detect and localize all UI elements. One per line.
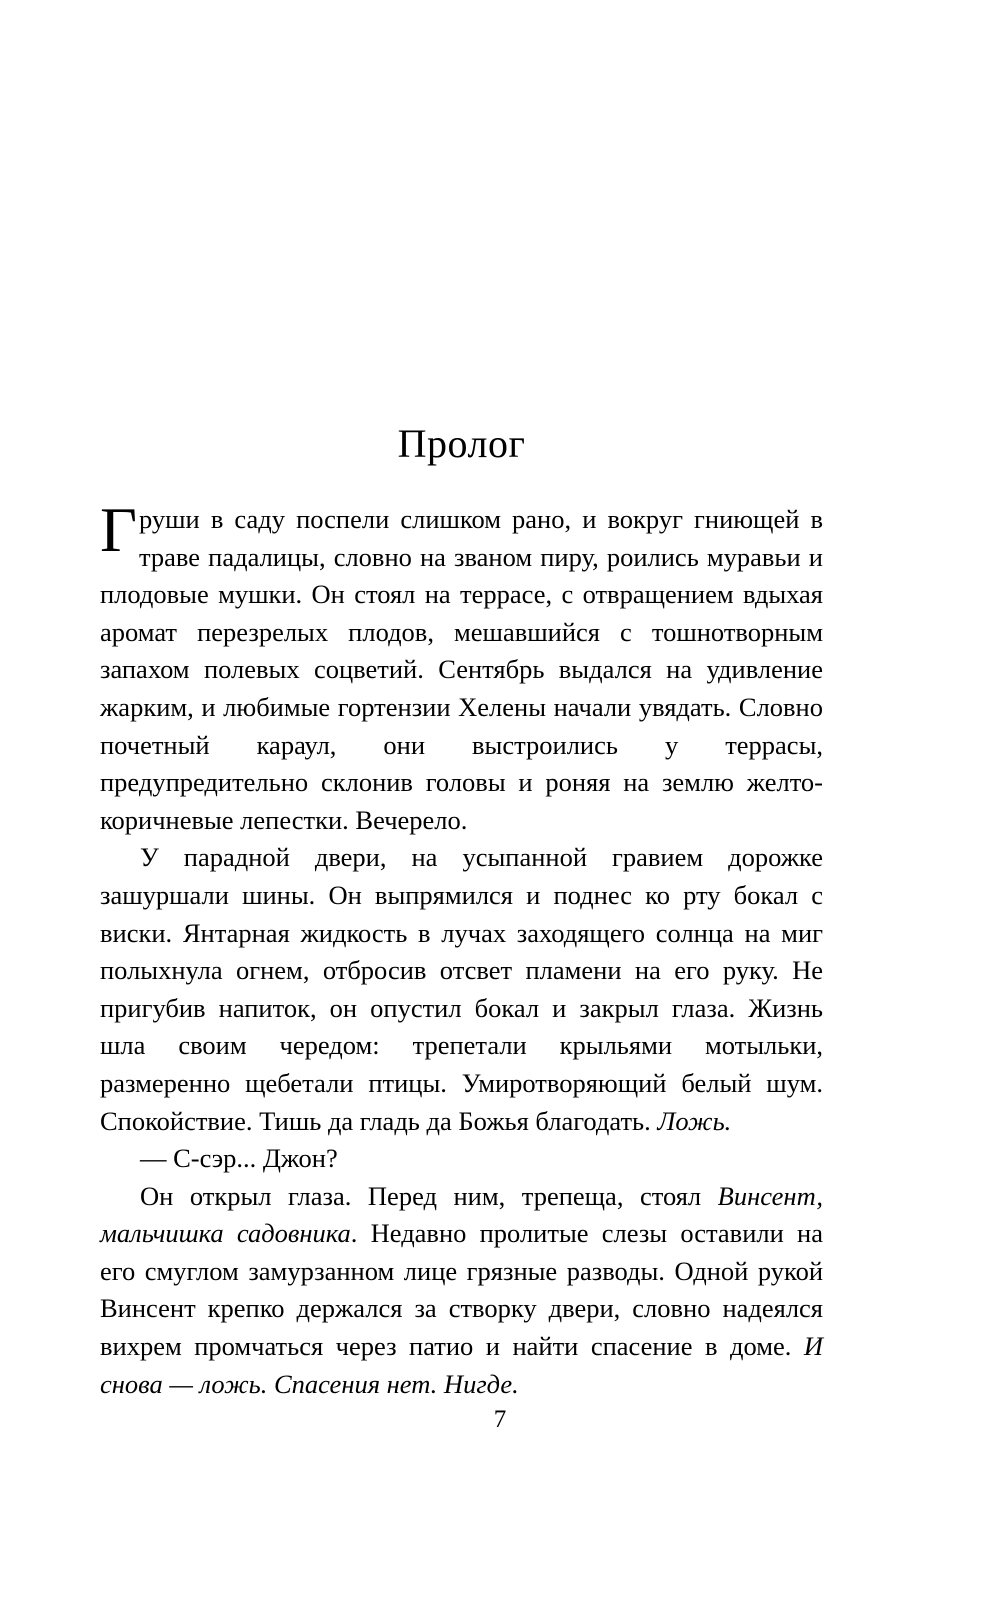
drop-cap: Г [100, 494, 137, 565]
emphasis-text: И снова — ложь. Спасения нет. Нигде. [100, 1331, 823, 1399]
paragraph-text: Он открыл глаза. Перед ним, трепеща, стоял [140, 1180, 718, 1211]
page-content [100, 0, 823, 1403]
paragraph-body [100, 839, 823, 1140]
emphasis-text: Ложь. [657, 1105, 732, 1136]
page-number: 7 [493, 1406, 507, 1433]
paragraph-text: . Недавно пролитые слезы оставили на его смуглом замурзанном лице грязные разводы. Одной рукой Винсент крепко держался за створку двери, словно надеялся вихрем промчаться через патио и найти спасение в доме. [100, 1218, 823, 1362]
paragraph-dialogue [100, 1140, 823, 1178]
paragraph-text: руши в саду поспели слишком рано, и вокруг гниющей в траве падалицы, словно на званом пиру, роились муравьи и плодовые мушки. Он стоял на террасе, с отвращением вдыхая аромат перезрелых плодов, мешавшийся с тошнотворным запахом полевых соцветий. Сентябрь выдался на удивление жарким, и любимые гортензии Хелены начали увядать. Словно почетный караул, они выстроились у террасы, предупредительно склонив головы и роняя на землю желто-коричневые лепестки. Вечерело. [100, 504, 823, 835]
body-text [100, 494, 823, 1403]
paragraph-text: У парадной двери, на усыпанной гравием дорожке зашуршали шины. Он выпрямился и поднес ко рту бокал с виски. Янтарная жидкость в лучах заходящего солнца на миг полыхнула огнем, отбросив отсвет пламени на его руку. Не пригубив напиток, он опустил бокал и закрыл глаза. Жизнь шла своим чередом: трепетали крыльями мотыльки, размеренно щебетали птицы. Умиротворяющий белый шум. Спокойствие. Тишь да гладь да Божья благодать. [100, 842, 823, 1136]
paragraph-body [100, 1178, 823, 1404]
paragraph-text: — С-сэр... Джон? [140, 1143, 338, 1174]
emphasis-text: Винсент, мальчишка садовника [100, 1180, 823, 1249]
page-title: Пролог [397, 421, 526, 466]
paragraph-opening [100, 494, 823, 839]
